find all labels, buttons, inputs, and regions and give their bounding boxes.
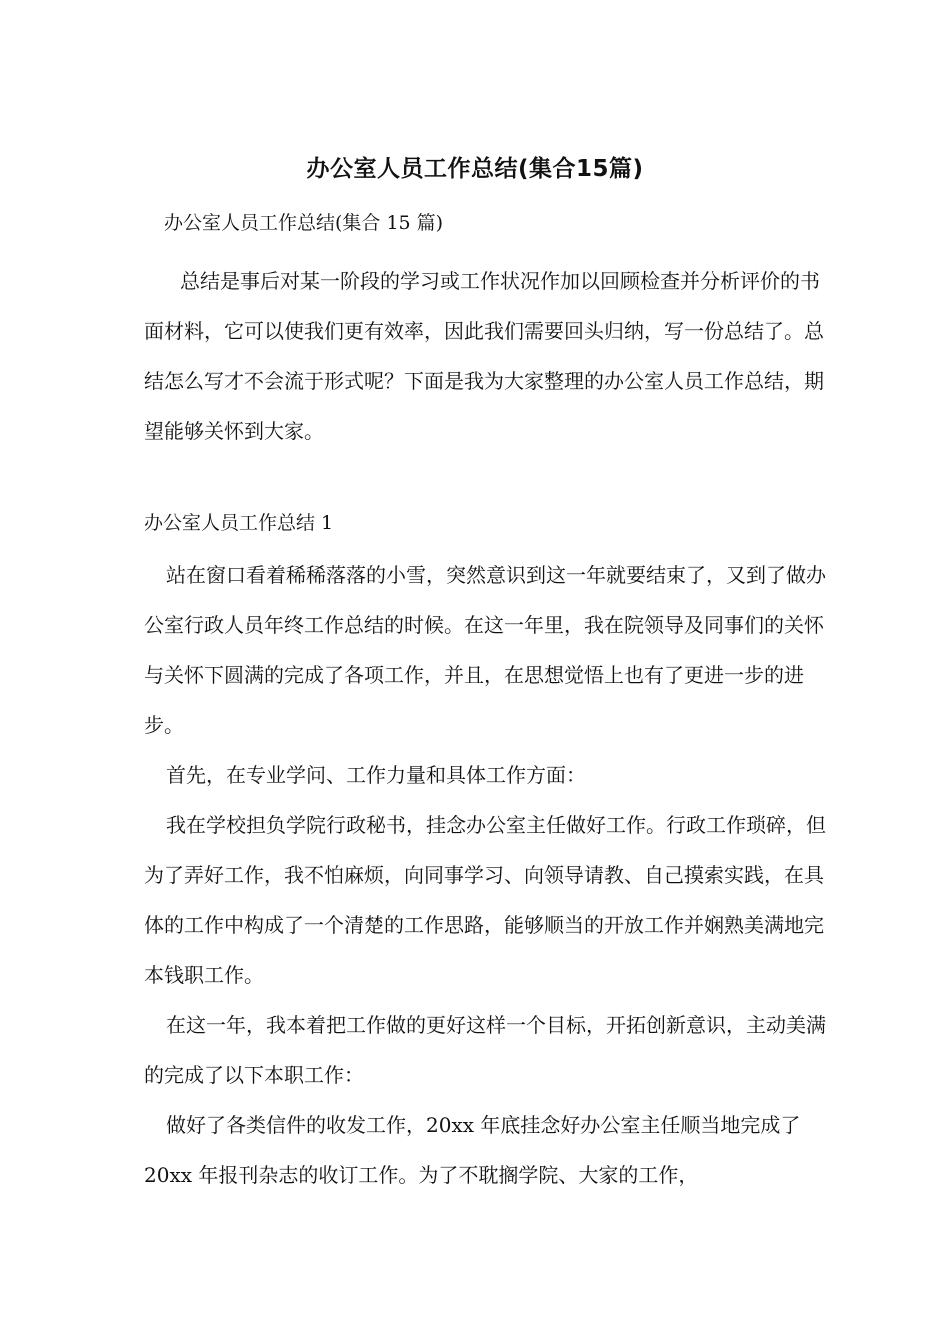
document-title: 办公室人员工作总结(集合15篇): [306, 156, 644, 182]
body-paragraph: 首先，在专业学问、工作力量和具体工作方面：: [166, 763, 586, 787]
body-paragraph: 在这一年，我本着把工作做的更好这样一个目标，开拓创新意识，主动美满的完成了以下本职工作：: [144, 1013, 826, 1087]
intro-paragraph: 总结是事后对某一阶段的学习或工作状况作加以回顾检查并分析评价的书面材料，它可以使我们更有效率，因此我们需要回头归纳，写一份总结了。总结怎么写才不会流于形式呢？下面是我为大家整理的办公室人员工作总结，期望能够关怀到大家。: [144, 269, 824, 443]
body-paragraph: 做好了各类信件的收发工作，20xx 年底挂念好办公室主任顺当地完成了 20xx 年报刊杂志的收订工作。为了不耽搁学院、大家的工作，: [144, 1113, 801, 1187]
section-heading: 办公室人员工作总结 1: [144, 512, 334, 534]
document-subtitle: 办公室人员工作总结(集合 15 篇): [164, 212, 444, 234]
body-paragraph: 我在学校担负学院行政秘书，挂念办公室主任做好工作。行政工作琐碎，但为了弄好工作，我不怕麻烦，向同事学习、向领导请教、自己摸索实践，在具体的工作中构成了一个清楚的工作思路，能够顺当的开放工作并娴熟美满地完本钱职工作。: [144, 813, 826, 987]
body-paragraph: 站在窗口看着稀稀落落的小雪，突然意识到这一年就要结束了，又到了做办公室行政人员年终工作总结的时候。在这一年里，我在院领导及同事们的关怀与关怀下圆满的完成了各项工作，并且，在思想觉悟上也有了更进一步的进步。: [144, 563, 826, 737]
section-body: [144, 550, 834, 1200]
